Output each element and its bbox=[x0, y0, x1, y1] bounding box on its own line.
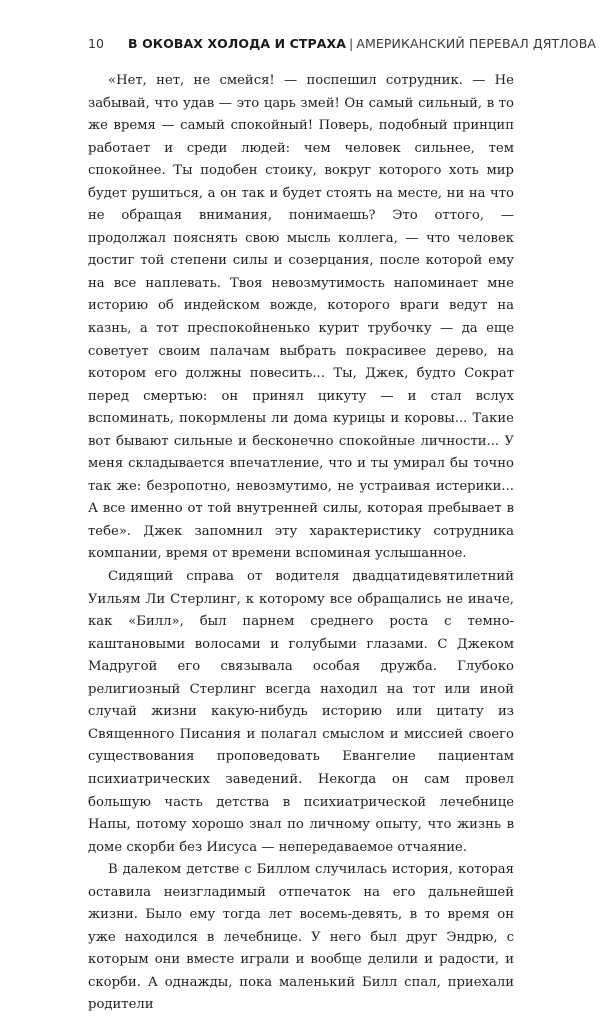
paragraph-childhood: В далеком детстве с Биллом случилась история, которая оставила неизгладимый отпечаток на его дальнейшей жизни. Было ему тогда лет восемь-девять, в то время он уже находился в лечебнице. У него был друг Эндрю, с которым они вместе играли и вообще делили и радости, и скорби. А однажды, пока маленький Билл спал, приехали родители bbox=[88, 862, 514, 1013]
chapter-title: АМЕРИКАНСКИЙ ПЕРЕВАЛ ДЯТЛОВА bbox=[356, 36, 597, 51]
body-text bbox=[88, 70, 514, 1013]
running-header bbox=[88, 33, 597, 55]
paragraph-sterling: Сидящий справа от водителя двадцатидевятилетний Уильям Ли Стерлинг, к которому все обращались не иначе, как «Билл», был парнем среднего роста с темно-каштановыми волосами и голубыми глазами. С Джеком Мадругой его связывала особая дружба. Глубоко религиозный Стерлинг всегда находил на тот или иной случай жизни какую-нибудь историю или цитату из Священного Писания и полагал смыслом и миссией своего существования проповедовать Евангелие пациентам психиатрических заведений. Некогда он сам провел большую часть детства в психиатрической лечебнице Напы, потому хорошо знал по личному опыту, что жизнь в доме скорби без Иисуса — непередаваемое отчаяние. bbox=[88, 569, 514, 855]
page-number: 10 bbox=[88, 36, 105, 51]
header-separator: | bbox=[349, 36, 354, 51]
paragraph-quote: «Нет, нет, не смейся! — поспешил сотрудник. — Не забывай, что удав — это царь змей! Он самый сильный, в то же время — самый спокойный! Поверь, подобный принцип работает и среди людей: чем человек сильнее, тем спокойнее. Ты подобен стоику, вокруг которого хоть мир будет рушиться, а он так и будет стоять на месте, ни на что не обращая внимания, понимаешь? Это оттого, — продолжал пояснять свою мысль коллега, — что человек достиг той степени силы и созерцания, после которой ему на все наплевать. Твоя невозмутимость напоминает мне историю об индейском вожде, которого враги ведут на казнь, а тот преспокойненько курит трубочку — да еще советует своим палачам выбрать покрасивее дерево, на котором его должны повесить... Ты, Джек, будто Сократ перед смертью: он принял цикуту — и стал вслух вспоминать, покормлены ли дома курицы и коровы... Такие вот бывают сильные и бесконечно спокойные личности... У меня складывается впечатление, что и ты умирал бы точно так же: безропотно, невозмутимо, не устраивая истерики... А все именно от той внутренней силы, которая пребывает в тебе». Джек запомнил эту характеристику сотрудника компании, время от времени вспоминая услышанное. bbox=[88, 73, 514, 562]
book-title: В ОКОВАХ ХОЛОДА И СТРАХА bbox=[128, 36, 347, 51]
